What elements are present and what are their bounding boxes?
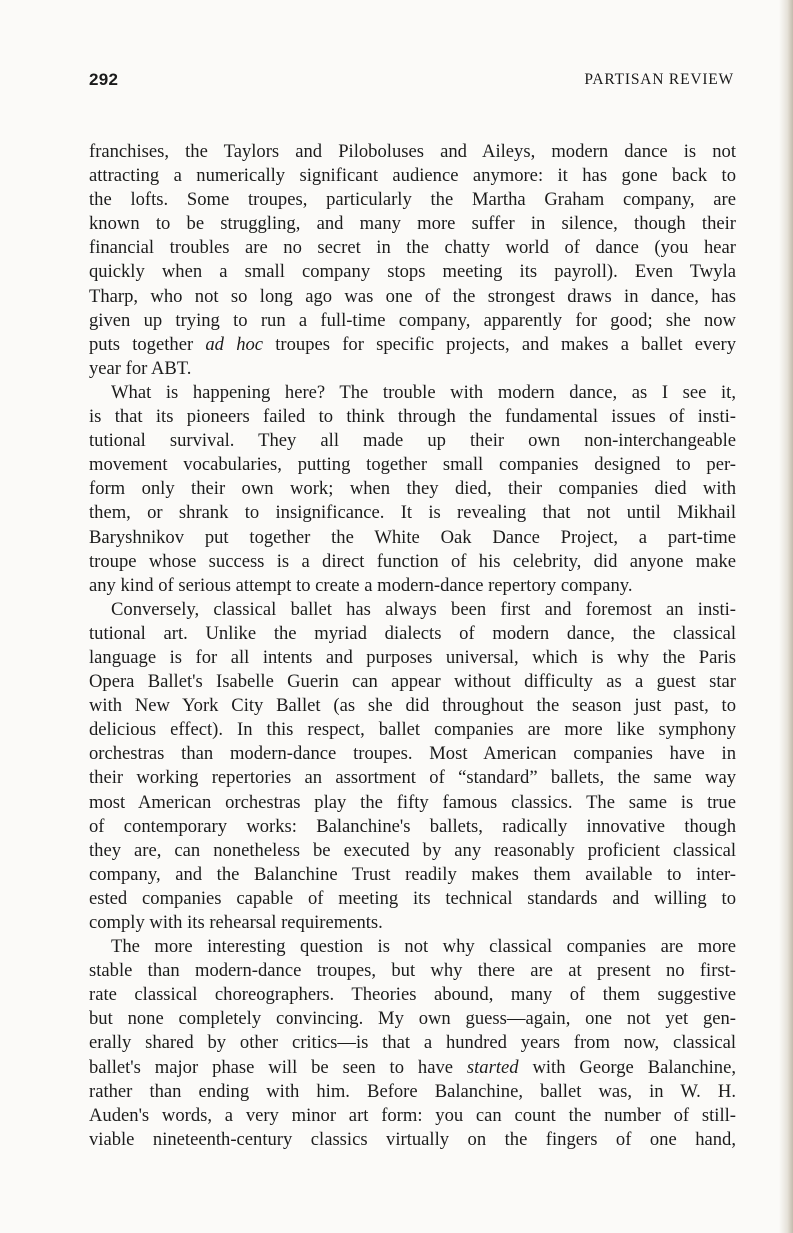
text-line <box>89 140 736 164</box>
text-line <box>89 526 736 550</box>
text-segment: most American orchestras play the fifty famous classics. The same is true <box>89 791 736 813</box>
text-segment: Auden's words, a very minor art form: you can count the number of still- <box>89 1104 736 1126</box>
text-segment: quickly when a small company stops meeting its payroll). Even Twyla <box>89 261 736 283</box>
text-segment: with George Balanchine, <box>518 1056 736 1078</box>
text-line <box>89 887 736 911</box>
text-line <box>89 333 736 357</box>
text-line <box>89 598 736 622</box>
text-line <box>89 309 736 333</box>
italic-phrase: ad hoc <box>205 333 264 355</box>
text-segment: ested companies capable of meeting its technical standards and willing to <box>89 887 736 909</box>
text-line <box>89 863 736 887</box>
text-segment: Opera Ballet's Isabelle Guerin can appear without difficulty as a guest star <box>89 671 736 693</box>
text-line <box>89 815 736 839</box>
text-segment: Conversely, classical ballet has always been first and foremost an insti- <box>111 598 736 620</box>
text-segment: of contemporary works: Balanchine's ballets, radically innovative though <box>89 815 736 837</box>
text-segment: ballet's major phase will be seen to have <box>89 1056 467 1078</box>
text-segment: with New York City Ballet (as she did throughout the season just past, to <box>89 695 736 717</box>
text-segment: company, and the Balanchine Trust readily makes them available to inter- <box>89 863 736 885</box>
text-segment: The more interesting question is not why classical companies are more <box>111 936 736 958</box>
text-segment: rate classical choreographers. Theories abound, many of them suggestive <box>89 984 736 1006</box>
text-line <box>89 1031 736 1055</box>
text-segment: the lofts. Some troupes, particularly the Martha Graham company, are <box>89 189 736 211</box>
text-line <box>89 188 736 212</box>
text-line <box>89 429 736 453</box>
text-segment: orchestras than modern-dance troupes. Most American companies have in <box>89 743 736 765</box>
page-edge-shadow <box>779 0 793 1233</box>
text-segment: them, or shrank to insignificance. It is revealing that not until Mikhail <box>89 502 736 524</box>
text-line <box>89 236 736 260</box>
text-line <box>89 670 736 694</box>
text-line <box>89 164 736 188</box>
text-segment: attracting a numerically significant audience anymore: it has gone back to <box>89 165 736 187</box>
text-line <box>89 453 736 477</box>
text-line <box>89 550 736 574</box>
text-line <box>89 839 736 863</box>
text-segment: language is for all intents and purposes universal, which is why the Paris <box>89 646 736 668</box>
journal-title: PARTISAN REVIEW <box>584 71 734 88</box>
text-line <box>89 1056 736 1080</box>
text-line <box>89 646 736 670</box>
text-line <box>89 501 736 525</box>
text-line <box>89 357 736 381</box>
text-segment: their working repertories an assortment of “standard” ballets, the same way <box>89 767 736 789</box>
text-segment: tutional survival. They all made up their own non-interchangeable <box>89 430 736 452</box>
text-line <box>89 1104 736 1128</box>
text-line <box>89 212 736 236</box>
text-segment: known to be struggling, and many more suffer in silence, though their <box>89 213 736 235</box>
text-segment: franchises, the Taylors and Piloboluses and Aileys, modern dance is not <box>89 141 736 162</box>
text-segment: Baryshnikov put together the White Oak Dance Project, a part-time <box>89 526 736 548</box>
text-segment: puts together <box>89 333 206 355</box>
text-line <box>89 1007 736 1031</box>
text-line <box>89 694 736 718</box>
text-line <box>89 718 736 742</box>
text-line <box>89 405 736 429</box>
text-segment: movement vocabularies, putting together small companies designed to per- <box>89 454 736 476</box>
text-line <box>89 477 736 501</box>
text-segment: comply with its rehearsal requirements. <box>89 912 383 933</box>
text-segment: stable than modern-dance troupes, but why there are at present no first- <box>89 960 736 982</box>
text-segment: What is happening here? The trouble with modern dance, as I see it, <box>111 381 736 403</box>
running-head <box>89 70 734 94</box>
text-segment: any kind of serious attempt to create a modern-dance repertory company. <box>89 574 633 596</box>
text-segment: financial troubles are no secret in the chatty world of dance (you hear <box>89 237 736 259</box>
text-segment: form only their own work; when they died, their companies died with <box>89 478 736 500</box>
text-line <box>89 1128 736 1152</box>
text-line <box>89 285 736 309</box>
text-line <box>89 381 736 405</box>
text-segment: erally shared by other critics—is that a hundred years from now, classical <box>89 1032 736 1054</box>
text-line <box>89 622 736 646</box>
text-segment: is that its pioneers failed to think through the fundamental issues of insti- <box>89 406 736 428</box>
italic-phrase: started <box>466 1056 519 1078</box>
text-line <box>89 766 736 790</box>
text-line <box>89 791 736 815</box>
text-line <box>89 742 736 766</box>
text-segment: but none completely convincing. My own guess—again, one not yet gen- <box>89 1008 736 1030</box>
text-segment: delicious effect). In this respect, ballet companies are more like symphony <box>89 719 736 741</box>
text-segment: year for ABT. <box>89 357 192 379</box>
body-text <box>89 140 736 1152</box>
page-number: 292 <box>89 70 119 89</box>
text-segment: tutional art. Unlike the myriad dialects of modern dance, the classical <box>89 622 736 644</box>
text-line <box>89 983 736 1007</box>
text-segment: they are, can nonetheless be executed by any reasonably proficient classical <box>89 839 736 861</box>
text-line <box>89 935 736 959</box>
text-segment: troupes for specific projects, and makes a ballet every <box>263 333 736 355</box>
text-line <box>89 959 736 983</box>
text-segment: Tharp, who not so long ago was one of the strongest draws in dance, has <box>89 285 736 307</box>
text-line <box>89 1080 736 1104</box>
text-segment: viable nineteenth-century classics virtually on the fingers of one hand, <box>89 1128 736 1150</box>
text-segment: rather than ending with him. Before Balanchine, ballet was, in W. H. <box>89 1080 736 1102</box>
text-segment: troupe whose success is a direct function of his celebrity, did anyone make <box>89 550 736 572</box>
text-line <box>89 911 736 935</box>
text-line <box>89 574 736 598</box>
text-line <box>89 260 736 284</box>
text-segment: given up trying to run a full-time company, apparently for good; she now <box>89 309 736 331</box>
